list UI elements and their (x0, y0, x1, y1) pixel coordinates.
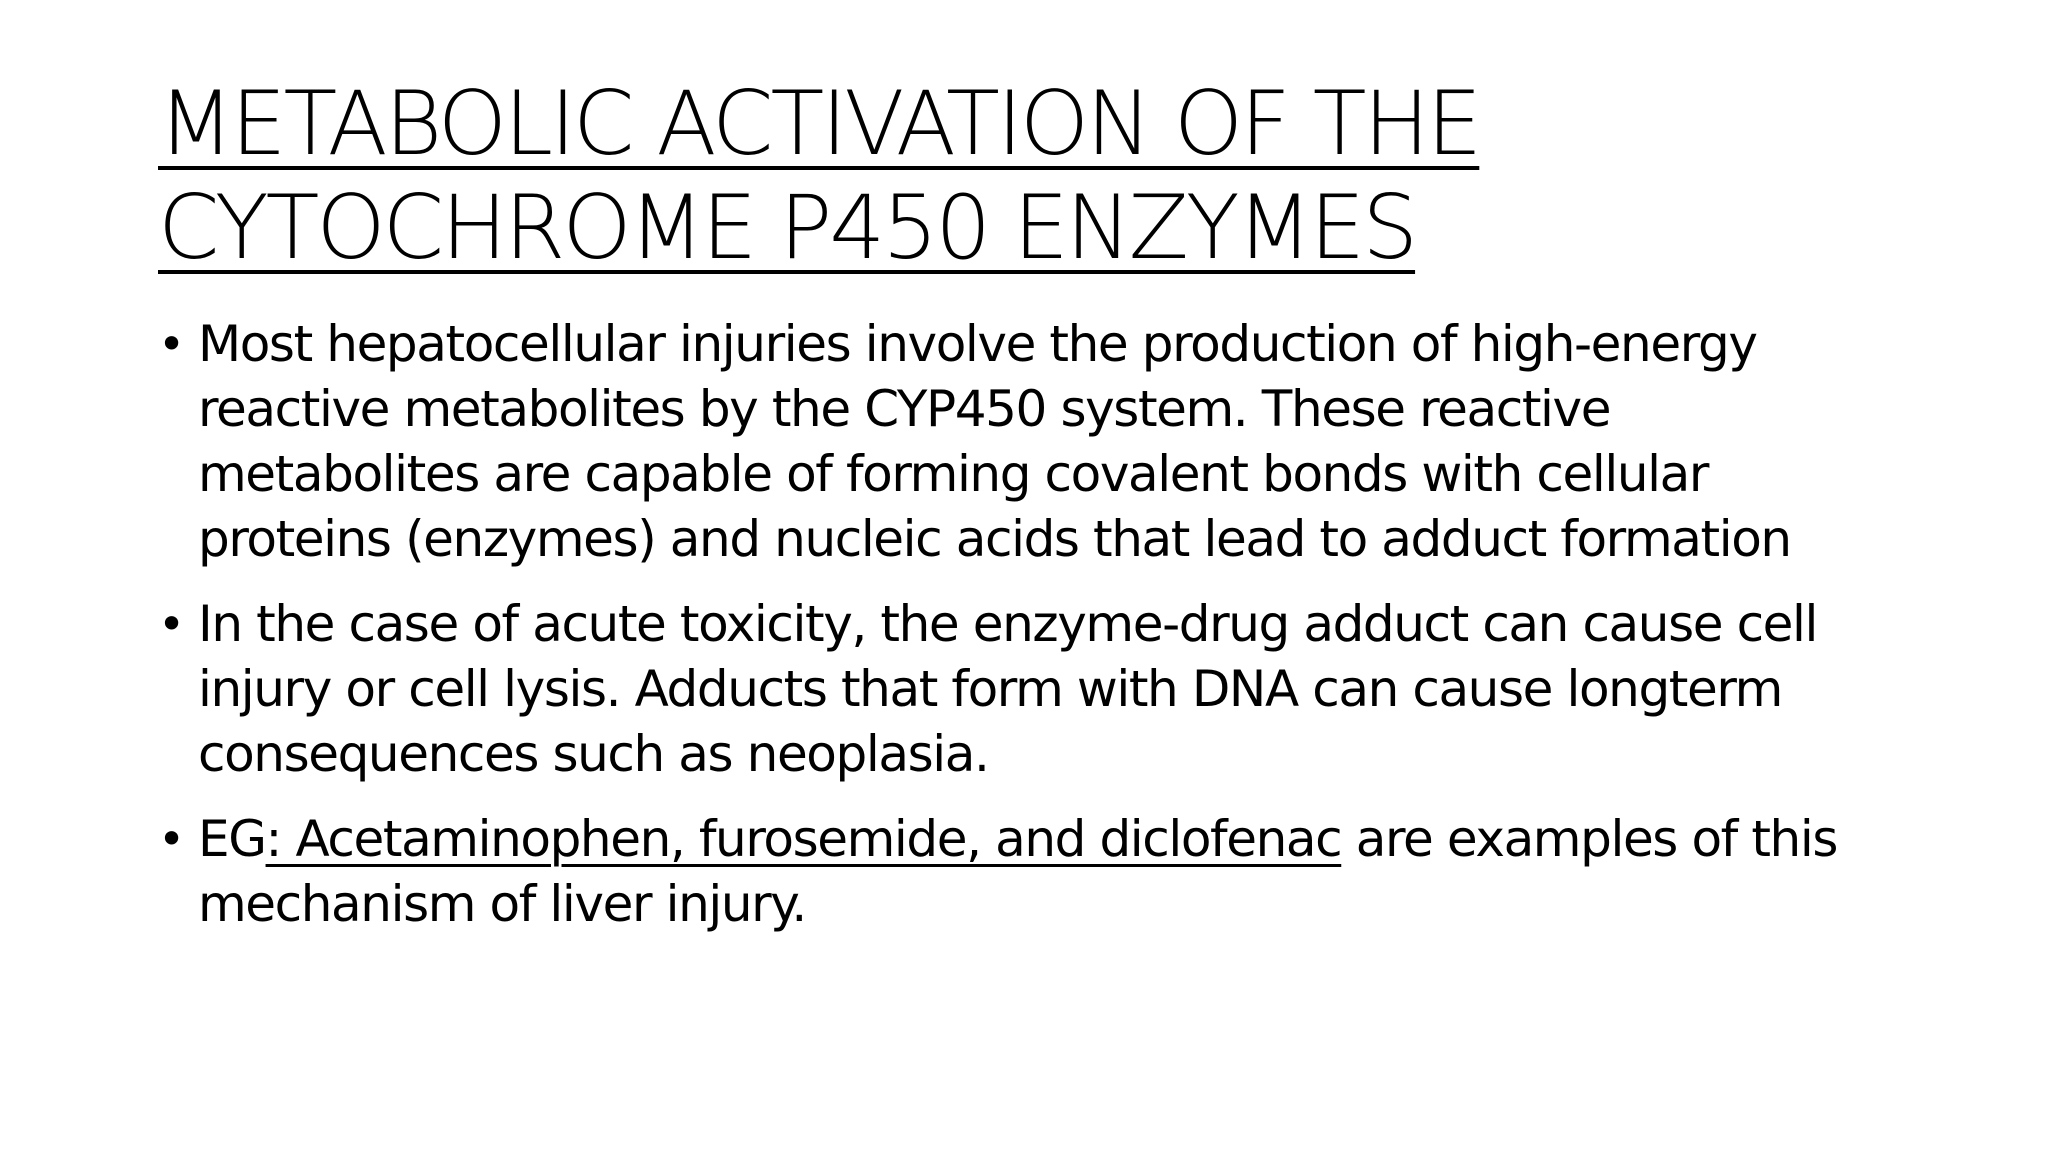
bullet-list (158, 312, 1918, 957)
example-drug-list: : Acetaminophen, furosemide, and diclofenac (265, 810, 1342, 868)
bullet-1-line-2: reactive metabolites by the CYP450 system. These reactive (198, 380, 1611, 438)
title-line-2: CYTOCHROME P450 ENZYMES (158, 176, 1416, 279)
bullet-2-line-2: injury or cell lysis. Adducts that form with DNA can cause longterm (198, 660, 1782, 718)
bullet-dot-icon: • (158, 597, 184, 651)
bullet-dot-icon: • (158, 812, 184, 866)
title-line-1: METABOLIC ACTIVATION OF THE (158, 72, 1480, 175)
bullet-2-line-3: consequences such as neoplasia. (198, 725, 989, 783)
example-prefix: EG (198, 810, 266, 868)
bullet-item-2 (158, 592, 1918, 787)
bullet-dot-icon: • (158, 317, 184, 371)
bullet-2-line-1: In the case of acute toxicity, the enzyme-drug adduct can cause cell (198, 595, 1818, 653)
example-suffix: are examples of this (1341, 810, 1837, 868)
bullet-1-line-3: metabolites are capable of forming covalent bonds with cellular (198, 445, 1708, 503)
bullet-item-3 (158, 807, 1918, 937)
bullet-3-line-1 (198, 807, 1918, 872)
bullet-1-line-4: proteins (enzymes) and nucleic acids that lead to adduct formation (198, 510, 1791, 568)
bullet-1-line-1: Most hepatocellular injuries involve the production of high-energy (198, 315, 1757, 373)
slide-title (158, 72, 1858, 280)
bullet-item-1 (158, 312, 1918, 572)
bullet-3-line-2: mechanism of liver injury. (198, 875, 806, 933)
